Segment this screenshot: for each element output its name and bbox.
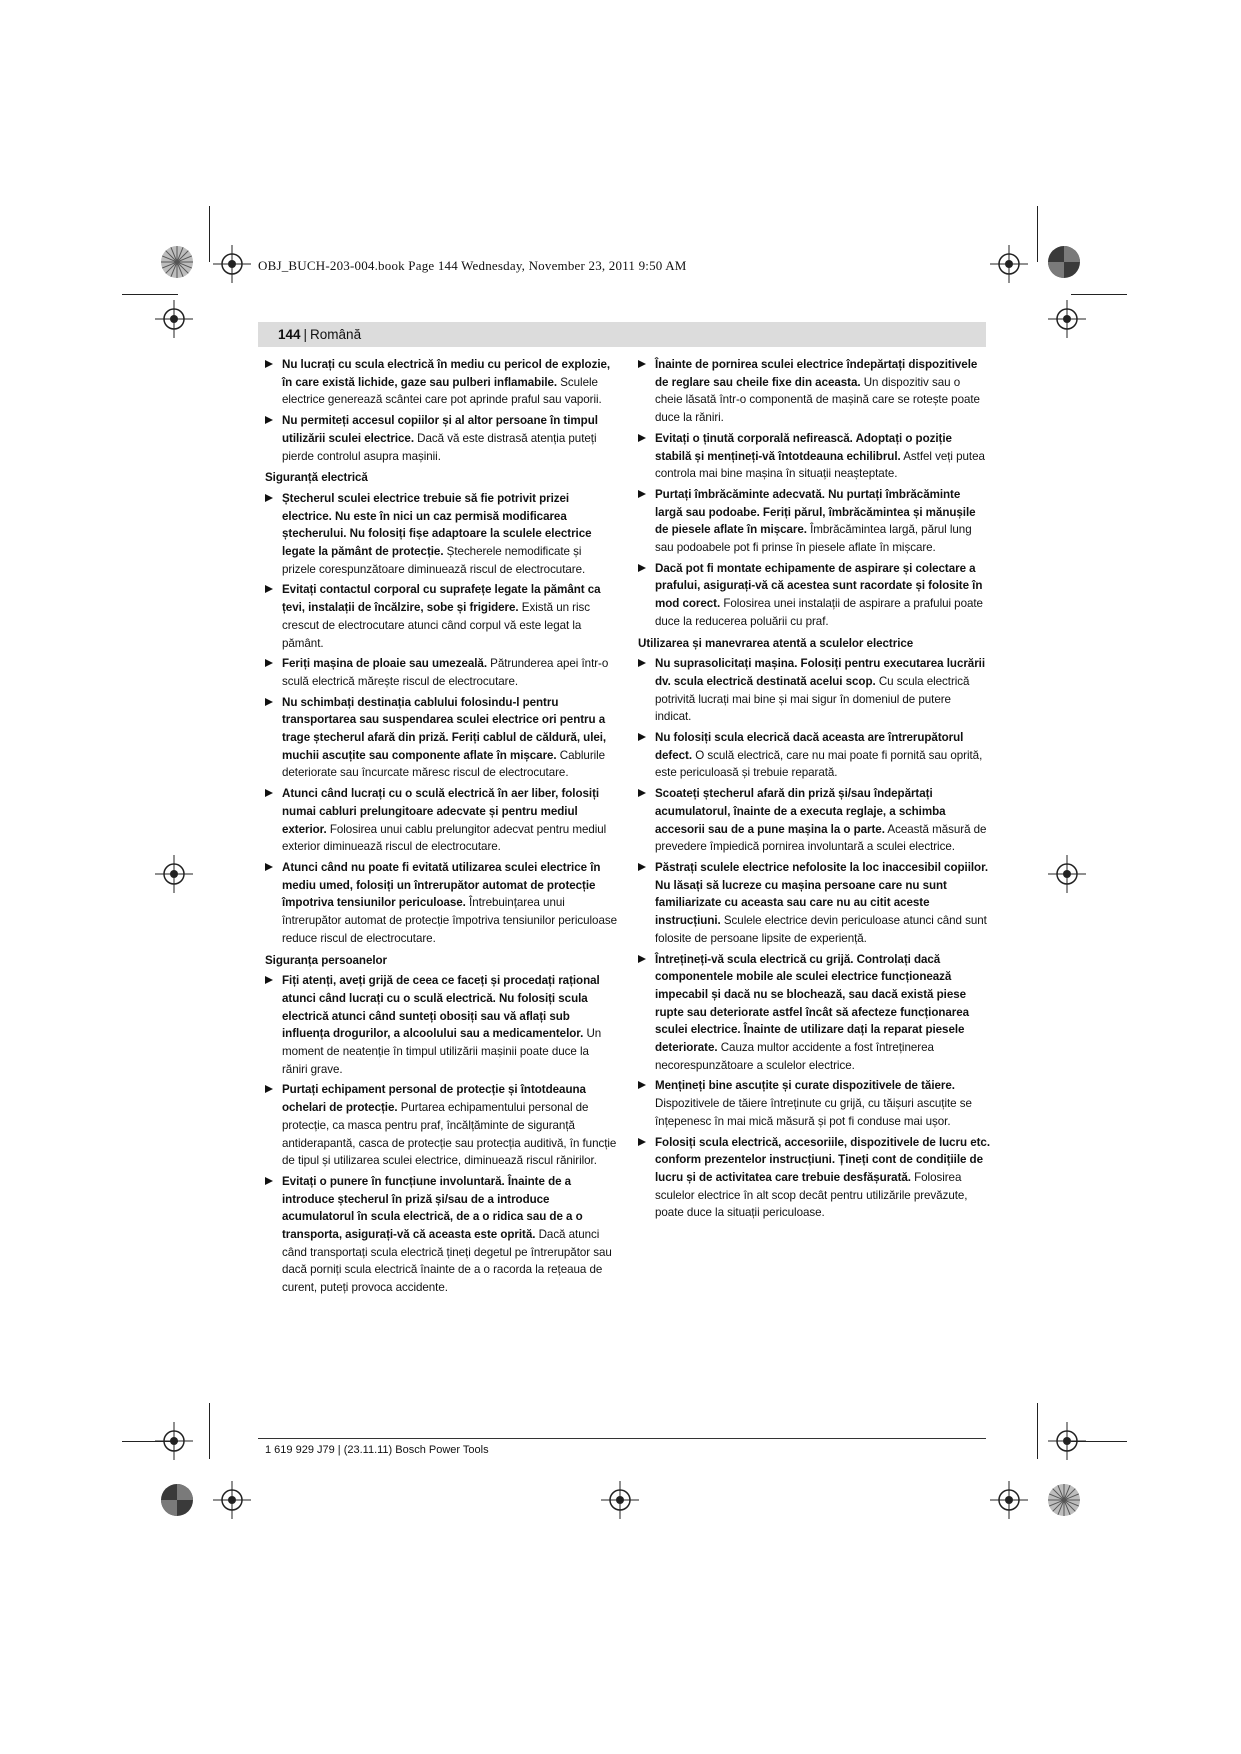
- warning-bold-text: Nu folosiți scula elecrică dacă aceasta are întrerupătorul defect.: [655, 731, 964, 762]
- warning-item: [638, 560, 990, 631]
- warning-bold-text: Nu lucrați cu scula electrică în mediu cu pericol de explozie, în care există lichide, gaze sau pulberi inflamabile.: [282, 358, 611, 389]
- warning-explanation-text: Ștecherele nemodificate și prizele corespunzătoare diminuează riscul de electrocutare.: [282, 545, 586, 576]
- bullet-triangle-icon: [638, 564, 646, 572]
- bullet-triangle-icon: [265, 863, 273, 871]
- warning-text: [655, 562, 983, 628]
- warning-explanation-text: O sculă electrică, care nu mai poate fi pornită sau oprită, este periculoasă și trebuie reparată.: [655, 748, 983, 780]
- bullet-triangle-icon: [638, 863, 646, 871]
- warning-item: [638, 486, 990, 557]
- bullet-triangle-icon: [265, 698, 273, 706]
- bullet-triangle-icon: [638, 1138, 646, 1146]
- registration-mark-icon: [990, 245, 1028, 283]
- warning-text: [282, 583, 601, 649]
- warning-explanation-text: Pătrunderea apei într-o sculă electrică mărește riscul de electrocutare.: [282, 657, 609, 688]
- warning-bold-text: Nu suprasolicitați mașina. Folosiți pentru executarea lucrării dv. scula electrică destinată acelui scop.: [655, 657, 986, 688]
- bullet-triangle-icon: [638, 434, 646, 442]
- warning-explanation-text: Un moment de neatenție în timpul utilizării mașinii poate duce la răniri grave.: [282, 1027, 602, 1076]
- bullet-triangle-icon: [265, 1085, 273, 1093]
- warning-item: [265, 655, 617, 690]
- warning-text: [282, 787, 606, 853]
- warning-item: [265, 1173, 617, 1297]
- registration-mark-icon: [213, 245, 251, 283]
- bullet-triangle-icon: [265, 360, 273, 368]
- warning-bold-text: Purtați echipament personal de protecție și întotdeauna ochelari de protecție.: [282, 1083, 586, 1115]
- warning-item: [265, 1081, 617, 1170]
- warning-text: [282, 861, 617, 945]
- warning-explanation-text: Dacă atunci când transportați scula electrică țineți degetul pe întrerupător sau dacă porniți scula electrică înainte de a o racorda la rețeaua de curent, puteți provoca accidente.: [282, 1228, 612, 1295]
- registration-mark-icon: [155, 1422, 193, 1460]
- warning-explanation-text: Dacă vă este distrasă atenția puteți pierde controlul asupra mașinii.: [282, 431, 597, 463]
- bullet-triangle-icon: [638, 955, 646, 963]
- warning-explanation-text: Sculele electrice generează scântei care pot aprinde praful sau vaporii.: [282, 375, 602, 407]
- warning-item: [638, 859, 990, 948]
- warning-bold-text: Atunci când lucrați cu o sculă electrică în aer liber, folosiți numai cabluri prelungitoare adecvate și pentru mediul exterior.: [282, 787, 600, 836]
- warning-text: [282, 1083, 616, 1167]
- warning-bold-text: Scoateți ștecherul afară din priză și/sau îndepărtați acumulatorul, înainte de a executa reglaje, a schimba accesorii sau de a pune mașina la o parte.: [655, 787, 946, 836]
- header-language: Română: [310, 327, 362, 342]
- registration-mark-icon: [155, 300, 193, 338]
- section-heading: Utilizarea și manevrarea atentă a sculelor electrice: [638, 636, 914, 650]
- warning-explanation-text: Astfel veți putea controla mai bine mașina în situații neașteptate.: [655, 449, 985, 481]
- warning-bold-text: Păstrați sculele electrice nefolosite la loc inaccesibil copiilor. Nu lăsați să lucreze cu mașina persoane care nu sunt familiarizate cu aceasta sau care nu au citit aceste instrucțiuni.: [655, 860, 989, 928]
- warning-explanation-text: Există un risc crescut de electrocutare atunci când corpul vă este legat la pământ.: [282, 601, 591, 650]
- warning-explanation-text: Sculele electrice devin periculoase atunci când sunt folosite de persoane lipsite de experiență.: [655, 914, 987, 945]
- warning-bold-text: Purtați îmbrăcăminte adecvată. Nu purtați îmbrăcăminte largă sau podoabe. Feriți părul, îmbrăcămintea și mănușile de piesele aflate în mișcare.: [655, 487, 976, 537]
- registration-mark-icon: [1048, 1422, 1086, 1460]
- left-column: [265, 356, 617, 1300]
- warning-bold-text: Mențineți bine ascuțite și curate dispozitivele de tăiere.: [655, 1079, 955, 1093]
- warning-explanation-text: Un dispozitiv sau o cheie lăsată într-o componentă de mașină care se rotește poate duce la răniri.: [655, 375, 980, 425]
- warning-bold-text: Evitați contactul corporal cu suprafețe legate la pământ ca țevi, instalații de încălzire, sobe și frigidere.: [282, 583, 601, 615]
- page-header: [258, 322, 986, 347]
- warning-text: [282, 1175, 612, 1294]
- bullet-triangle-icon: [265, 1177, 273, 1185]
- calibration-wheel-icon: [160, 1483, 194, 1517]
- warning-bold-text: Dacă pot fi montate echipamente de aspirare și colectare a prafului, asigurați-vă că acestea sunt racordate și folosite în mod corect.: [655, 561, 983, 611]
- warning-item: [638, 785, 990, 856]
- section-heading: Siguranța persoanelor: [265, 953, 388, 967]
- header-separator: |: [303, 327, 308, 342]
- warning-text: [282, 657, 608, 688]
- warning-text: [282, 696, 606, 780]
- warning-bold-text: Evitați o punere în funcțiune involuntară. Înainte de a introduce ștecherul în priză și/sau de a introduce acumulatorul în scula electrică, de a o ridica sau de a o transporta, asigurați-vă că aceasta este oprită.: [282, 1174, 583, 1242]
- page-number: 144: [278, 327, 301, 342]
- calibration-wheel-icon: [160, 245, 194, 279]
- right-column: [638, 356, 990, 1225]
- footer-rule: [258, 1438, 986, 1439]
- warning-item: [265, 356, 617, 409]
- warning-item: [265, 785, 617, 856]
- print-info: OBJ_BUCH-203-004.book Page 144 Wednesday, November 23, 2011 9:50 AM: [258, 258, 687, 273]
- warning-text: [655, 731, 982, 779]
- warning-explanation-text: Această măsură de prevedere împiedică pornirea involuntară a sculei electrice.: [655, 822, 987, 854]
- warning-text: [282, 358, 610, 406]
- warning-explanation-text: Folosirea unui cablu prelungitor adecvat pentru mediul exterior diminuează riscul de electrocutare.: [282, 822, 607, 854]
- warning-text: [655, 787, 986, 853]
- registration-mark-icon: [1048, 855, 1086, 893]
- bullet-triangle-icon: [638, 659, 646, 667]
- warning-explanation-text: Folosirea unei instalații de aspirare a prafului poate duce la reducerea poluării cu praf.: [655, 597, 983, 628]
- warning-bold-text: Feriți mașina de ploaie sau umezeală.: [282, 657, 487, 671]
- registration-mark-icon: [601, 1481, 639, 1519]
- warning-item: [265, 972, 617, 1078]
- warning-text: [655, 861, 988, 945]
- warning-bold-text: Ștecherul sculei electrice trebuie să fie potrivit prizei electrice. Nu este în nici un caz permisă modificarea ștecherului. Nu folosiți fișe adaptoare la sculele electrice legate la pământ de protecție.: [282, 491, 592, 559]
- warning-item: [265, 490, 617, 579]
- warning-bold-text: Nu schimbați destinația cablului folosindu-l pentru transportarea sau suspendarea sculei electrice ori pentru a trage ștecherul afară din priză. Feriți cablul de căldură, ulei, muchii ascuțite sau componente aflate în mișcare.: [282, 695, 607, 762]
- bullet-triangle-icon: [638, 1081, 646, 1089]
- warning-bold-text: Întrețineți-vă scula electrică cu grijă. Controlați dacă componentele mobile ale sculei electrice funcționează impecabil și dacă nu se blochează, sau dacă există piese rupte sau deteriorate astfel încât să afecteze funcționarea sculei electrice. Înainte de utilizare dați la reparat piesele deteriorate.: [655, 952, 970, 1055]
- bullet-triangle-icon: [265, 659, 273, 667]
- bullet-triangle-icon: [265, 416, 273, 424]
- warning-text: [655, 432, 985, 480]
- bullet-triangle-icon: [638, 360, 646, 368]
- bullet-triangle-icon: [638, 789, 646, 797]
- calibration-wheel-icon: [1047, 1483, 1081, 1517]
- warning-explanation-text: Purtarea echipamentului personal de protecție, ca masca pentru praf, încălțăminte de siguranță antiderapantă, casca de protecție sau protecția auditivă, în funcție de tipul și utilizarea sculei electrice, diminuează riscul rănirilor.: [282, 1101, 617, 1168]
- warning-item: [638, 1077, 990, 1130]
- warning-explanation-text: Cablurile deteriorate sau încurcate măresc riscul de electrocutare.: [282, 748, 606, 780]
- warning-text: [655, 358, 980, 424]
- warning-text: [282, 974, 601, 1076]
- warning-item: [638, 356, 990, 427]
- warning-text: [282, 414, 598, 462]
- registration-mark-icon: [990, 1481, 1028, 1519]
- warning-explanation-text: Dispozitivele de tăiere întreținute cu grijă, cu tăișuri ascuțite se înțepenesc în mai mică măsură și pot fi conduse mai ușor.: [655, 1097, 972, 1128]
- bullet-triangle-icon: [265, 494, 273, 502]
- warning-item: [265, 694, 617, 783]
- section-heading: Siguranță electrică: [265, 471, 368, 485]
- warning-text: [655, 1136, 990, 1220]
- warning-item: [638, 951, 990, 1075]
- warning-explanation-text: Îmbrăcămintea largă, părul lung sau podoabele pot fi prinse în piesele aflate în mișcare.: [655, 523, 972, 555]
- warning-item: [265, 412, 617, 465]
- warning-bold-text: Înainte de pornirea sculei electrice îndepărtați dispozitivele de reglare sau cheile fixe din aceasta.: [655, 358, 978, 389]
- warning-bold-text: Atunci când nu poate fi evitată utilizarea sculei electrice în mediu umed, folosiți un întrerupător automat de protecție împotriva tensiunilor periculoase.: [282, 860, 601, 910]
- warning-bold-text: Nu permiteți accesul copiilor și al altor persoane în timpul utilizării sculei electrice.: [282, 414, 598, 445]
- bullet-triangle-icon: [638, 733, 646, 741]
- warning-explanation-text: Întrebuințarea unui întrerupător automat de protecție împotriva tensiunilor periculoase reduce riscul de electrocutare.: [282, 896, 617, 945]
- warning-bold-text: Folosiți scula electrică, accesoriile, dispozitivele de lucru etc. conform prezentelor instrucțiuni. Țineți cont de condițiile de lucru și de activitatea care trebuie desfășurată.: [655, 1135, 990, 1184]
- warning-item: [638, 655, 990, 726]
- warning-item: [638, 729, 990, 782]
- warning-bold-text: Fiți atenți, aveți grijă de ceea ce faceți și procedați rațional atunci când lucrați cu o sculă electrică. Nu folosiți scula electrică atunci când sunteți obosiți sau vă aflați sub influența drogurilor, a alcoolului sau a medicamentelor.: [282, 974, 600, 1041]
- bullet-triangle-icon: [638, 490, 646, 498]
- footer-text: 1 619 929 J79 | (23.11.11) Bosch Power Tools: [265, 1444, 489, 1456]
- warning-text: [282, 492, 592, 576]
- warning-text: [655, 953, 969, 1072]
- warning-explanation-text: Folosirea sculelor electrice în alt scop decât pentru utilizările prevăzute, poate duce la situații periculoase.: [655, 1170, 968, 1220]
- bullet-triangle-icon: [265, 585, 273, 593]
- warning-text: [655, 488, 976, 554]
- warning-text: [655, 657, 985, 723]
- bullet-triangle-icon: [265, 976, 273, 984]
- registration-mark-icon: [155, 855, 193, 893]
- warning-bold-text: Evitați o ținută corporală nefirească. Adoptați o poziție stabilă și mențineți-vă întotdeauna echilibrul.: [655, 431, 952, 463]
- calibration-wheel-icon: [1047, 245, 1081, 279]
- warning-explanation-text: Cauza multor accidente a fost întreținerea necorespunzătoare a sculelor electrice.: [655, 1041, 934, 1072]
- registration-mark-icon: [1048, 300, 1086, 338]
- warning-item: [638, 430, 990, 483]
- registration-mark-icon: [213, 1481, 251, 1519]
- warning-item: [638, 1134, 990, 1223]
- warning-text: [655, 1079, 972, 1127]
- bullet-triangle-icon: [265, 789, 273, 797]
- warning-explanation-text: Cu scula electrică potrivită lucrați mai bine și mai sigur în domeniul de putere indicat.: [655, 674, 970, 724]
- warning-item: [265, 859, 617, 948]
- warning-item: [265, 581, 617, 652]
